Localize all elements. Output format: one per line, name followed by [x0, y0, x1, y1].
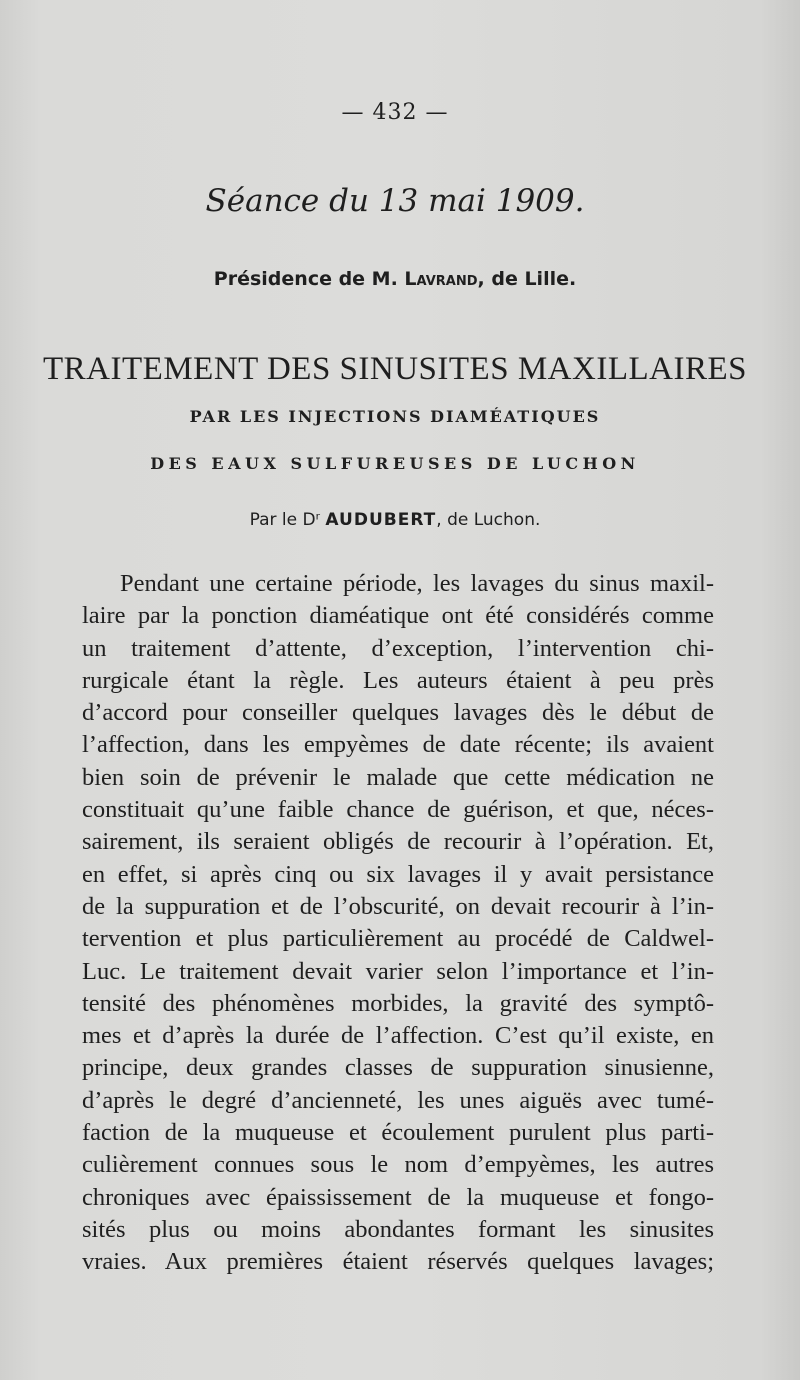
body-line: Luc. Le traitement devait varier selon l’importance et l’in- [82, 957, 714, 985]
body-line: sités plus ou moins abondantes formant les sinusites [82, 1215, 714, 1243]
body-line: sairement, ils seraient obligés de recourir à l’opération. Et, [82, 828, 714, 856]
body-line: tervention et plus particulièrement au procédé de Caldwel- [82, 925, 714, 953]
body-line: culièrement connues sous le nom d’empyèmes, les autres [82, 1151, 714, 1179]
body-line: d’après le degré d’ancienneté, les unes aiguës avec tumé- [82, 1086, 714, 1114]
body-line: bien soin de prévenir le malade que cette médication ne [82, 763, 714, 791]
body-paragraph [82, 568, 714, 1279]
body-line: constituait qu’une faible chance de guérison, et que, néces- [82, 796, 714, 824]
author-prefix: Par le Dʳ [249, 510, 326, 530]
body-line: mes et d’après la durée de l’affection. C’est qu’il existe, en [82, 1022, 714, 1050]
presidency-prefix: Présidence de M. [213, 268, 405, 290]
body-line: tensité des phénomènes morbides, la gravité des symptô- [82, 989, 714, 1017]
body-line: l’affection, dans les empyèmes de date récente; ils avaient [82, 731, 714, 759]
body-line: rurgicale étant la règle. Les auteurs étaient à peu près [82, 666, 714, 694]
author-name: AUDUBERT [325, 510, 437, 530]
body-line: en effet, si après cinq ou six lavages il y avait persistance [82, 860, 714, 888]
body-line: laire par la ponction diaméatique ont été considérés comme [82, 602, 714, 630]
body-line: un traitement d’attente, d’exception, l’intervention chi- [82, 634, 714, 662]
author-line [0, 510, 790, 530]
session-heading: Séance du 13 mai 1909. [205, 183, 585, 219]
presidency-line [0, 268, 790, 290]
article-title: TRAITEMENT DES SINUSITES MAXILLAIRES [43, 351, 747, 387]
body-line: vraies. Aux premières étaient réservés quelques lavages; [82, 1248, 714, 1276]
body-line: Pendant une certaine période, les lavages du sinus maxil- [120, 570, 714, 597]
body-line: principe, deux grandes classes de suppuration sinusienne, [82, 1054, 714, 1082]
body-line: d’accord pour conseiller quelques lavages dès le début de [82, 699, 714, 727]
body-line: faction de la muqueuse et écoulement purulent plus parti- [82, 1119, 714, 1147]
article-subtitle-line-1: PAR LES INJECTIONS DIAMÉATIQUES [189, 407, 601, 426]
body-line: de la suppuration et de l’obscurité, on devait recourir à l’in- [82, 892, 714, 920]
presidency-suffix: , de Lille. [477, 268, 577, 290]
body-line: chroniques avec épaississement de la muqueuse et fongo- [82, 1183, 714, 1211]
page-number: — 432 — [341, 100, 449, 125]
author-suffix: , de Luchon. [436, 510, 541, 530]
article-subtitle-line-2: DES EAUX SULFUREUSES DE LUCHON [150, 454, 640, 473]
president-name: Lavrand [404, 268, 478, 290]
